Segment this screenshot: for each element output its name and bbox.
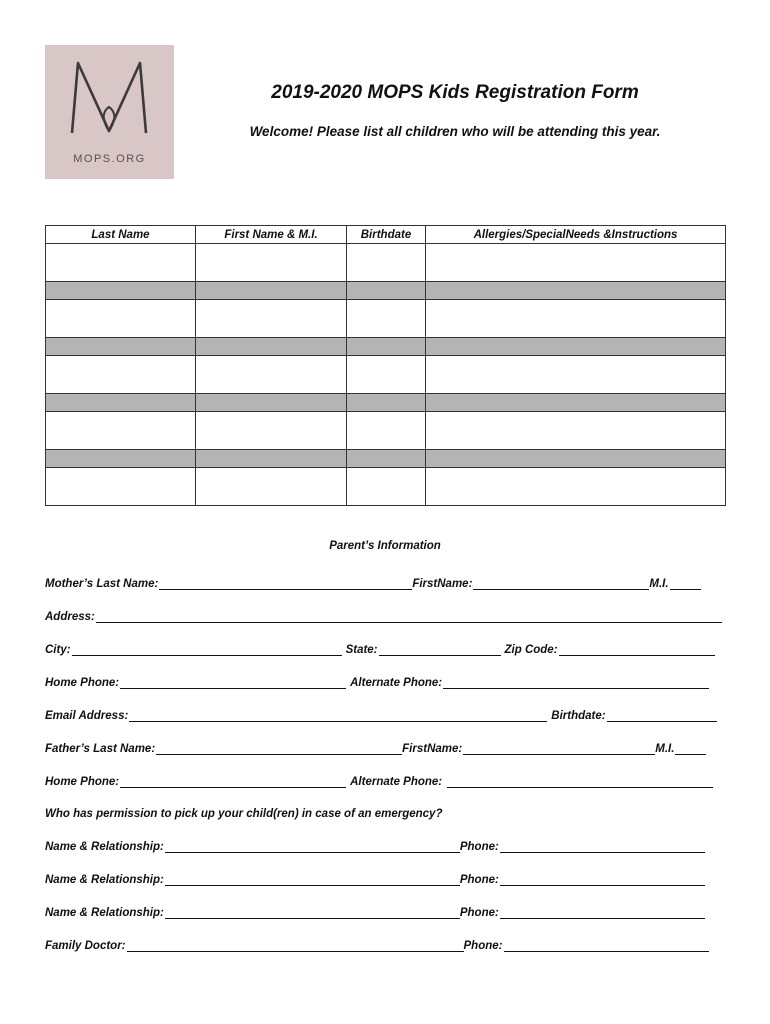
home-phone-field[interactable] — [120, 674, 346, 689]
father-mi-field[interactable] — [675, 740, 706, 755]
address-line — [45, 605, 722, 623]
phone-field[interactable] — [500, 838, 705, 853]
state-label: State: — [345, 644, 378, 656]
zip-code-label: Zip Code: — [504, 644, 558, 656]
first-name-cell[interactable] — [196, 412, 347, 450]
father-last-name-label: Father’s Last Name: — [45, 743, 156, 755]
logo-text: MOPS.ORG — [73, 153, 146, 165]
doctor-phone-label: Phone: — [463, 940, 503, 952]
birthdate-cell[interactable] — [347, 468, 426, 506]
allergies-cell[interactable] — [426, 468, 726, 506]
table-row — [46, 468, 726, 506]
phone-field[interactable] — [500, 904, 705, 919]
phone-label: Phone: — [459, 907, 499, 919]
last-name-cell[interactable] — [46, 356, 196, 394]
family-doctor-line — [45, 934, 709, 952]
father-first-name-field[interactable] — [463, 740, 655, 755]
parents-section-title: Parent’s Information — [329, 540, 441, 552]
first-name-cell[interactable] — [196, 244, 347, 282]
shaded-separator-row — [46, 394, 726, 412]
children-table — [45, 225, 726, 506]
father-mi-label: M.I. — [655, 743, 675, 755]
emergency-contact-line — [45, 868, 705, 886]
allergies-cell[interactable] — [426, 412, 726, 450]
mother-last-name-label: Mother’s Last Name: — [45, 578, 159, 590]
allergies-cell[interactable] — [426, 356, 726, 394]
name-relationship-label: Name & Relationship: — [45, 907, 164, 919]
table-row — [46, 356, 726, 394]
emergency-question — [45, 802, 442, 820]
mother-name-line — [45, 572, 701, 590]
father-name-line — [45, 737, 706, 755]
name-relationship-field[interactable] — [165, 871, 460, 886]
home-phone-label: Home Phone: — [45, 677, 120, 689]
name-relationship-field[interactable] — [165, 904, 460, 919]
first-name-cell[interactable] — [196, 468, 347, 506]
home-phone-label-2: Home Phone: — [45, 776, 120, 788]
last-name-cell[interactable] — [46, 244, 196, 282]
name-relationship-label: Name & Relationship: — [45, 874, 164, 886]
alternate-phone-field[interactable] — [443, 674, 709, 689]
birthdate-field[interactable] — [607, 707, 717, 722]
birthdate-cell[interactable] — [347, 244, 426, 282]
phone-label: Phone: — [459, 841, 499, 853]
birthdate-cell[interactable] — [347, 356, 426, 394]
table-row — [46, 300, 726, 338]
phone-field[interactable] — [500, 871, 705, 886]
email-address-field[interactable] — [129, 707, 547, 722]
mother-mi-label: M.I. — [649, 578, 669, 590]
email-address-label: Email Address: — [45, 710, 129, 722]
father-first-name-label: FirstName: — [402, 743, 463, 755]
emergency-contact-line — [45, 901, 705, 919]
birthdate-cell[interactable] — [347, 300, 426, 338]
alternate-phone-label-2: Alternate Phone: — [350, 776, 443, 788]
family-doctor-label: Family Doctor: — [45, 940, 126, 952]
mops-logo — [45, 45, 174, 179]
emergency-contact-line — [45, 835, 705, 853]
zip-code-field[interactable] — [559, 641, 715, 656]
phone-line — [45, 671, 709, 689]
city-state-zip-line — [45, 638, 715, 656]
shaded-separator-row — [46, 282, 726, 300]
column-header-first-name: First Name & M.I. — [196, 226, 347, 244]
form-title: 2019-2020 MOPS Kids Registration Form — [271, 82, 639, 103]
column-header-allergies: Allergies/SpecialNeeds &Instructions — [426, 226, 726, 244]
allergies-cell[interactable] — [426, 300, 726, 338]
alternate-phone-field-2[interactable] — [447, 773, 713, 788]
address-field[interactable] — [96, 608, 722, 623]
name-relationship-field[interactable] — [165, 838, 460, 853]
address-label: Address: — [45, 611, 95, 623]
table-row — [46, 244, 726, 282]
column-header-birthdate: Birthdate — [347, 226, 426, 244]
last-name-cell[interactable] — [46, 412, 196, 450]
first-name-cell[interactable] — [196, 356, 347, 394]
shaded-separator-row — [46, 338, 726, 356]
birthdate-label: Birthdate: — [551, 710, 606, 722]
birthdate-cell[interactable] — [347, 412, 426, 450]
last-name-cell[interactable] — [46, 468, 196, 506]
table-row — [46, 412, 726, 450]
family-doctor-field[interactable] — [127, 937, 464, 952]
city-label: City: — [45, 644, 71, 656]
doctor-phone-field[interactable] — [504, 937, 709, 952]
mother-mi-field[interactable] — [670, 575, 701, 590]
emergency-question-text: Who has permission to pick up your child(ren) in case of an emergency? — [45, 808, 443, 820]
state-field[interactable] — [379, 641, 501, 656]
mother-first-name-field[interactable] — [473, 575, 649, 590]
name-relationship-label: Name & Relationship: — [45, 841, 164, 853]
form-subtitle: Welcome! Please list all children who will be attending this year. — [249, 124, 661, 139]
mother-last-name-field[interactable] — [159, 575, 412, 590]
phone-label: Phone: — [459, 874, 499, 886]
last-name-cell[interactable] — [46, 300, 196, 338]
column-header-last-name: Last Name — [46, 226, 196, 244]
alternate-phone-label: Alternate Phone: — [350, 677, 443, 689]
shaded-separator-row — [46, 450, 726, 468]
first-name-cell[interactable] — [196, 300, 347, 338]
home-phone-field-2[interactable] — [120, 773, 346, 788]
father-last-name-field[interactable] — [156, 740, 402, 755]
phone-line-2 — [45, 770, 713, 788]
mother-first-name-label: FirstName: — [412, 578, 473, 590]
city-field[interactable] — [72, 641, 342, 656]
table-header-row — [46, 226, 726, 244]
allergies-cell[interactable] — [426, 244, 726, 282]
email-line — [45, 704, 717, 722]
